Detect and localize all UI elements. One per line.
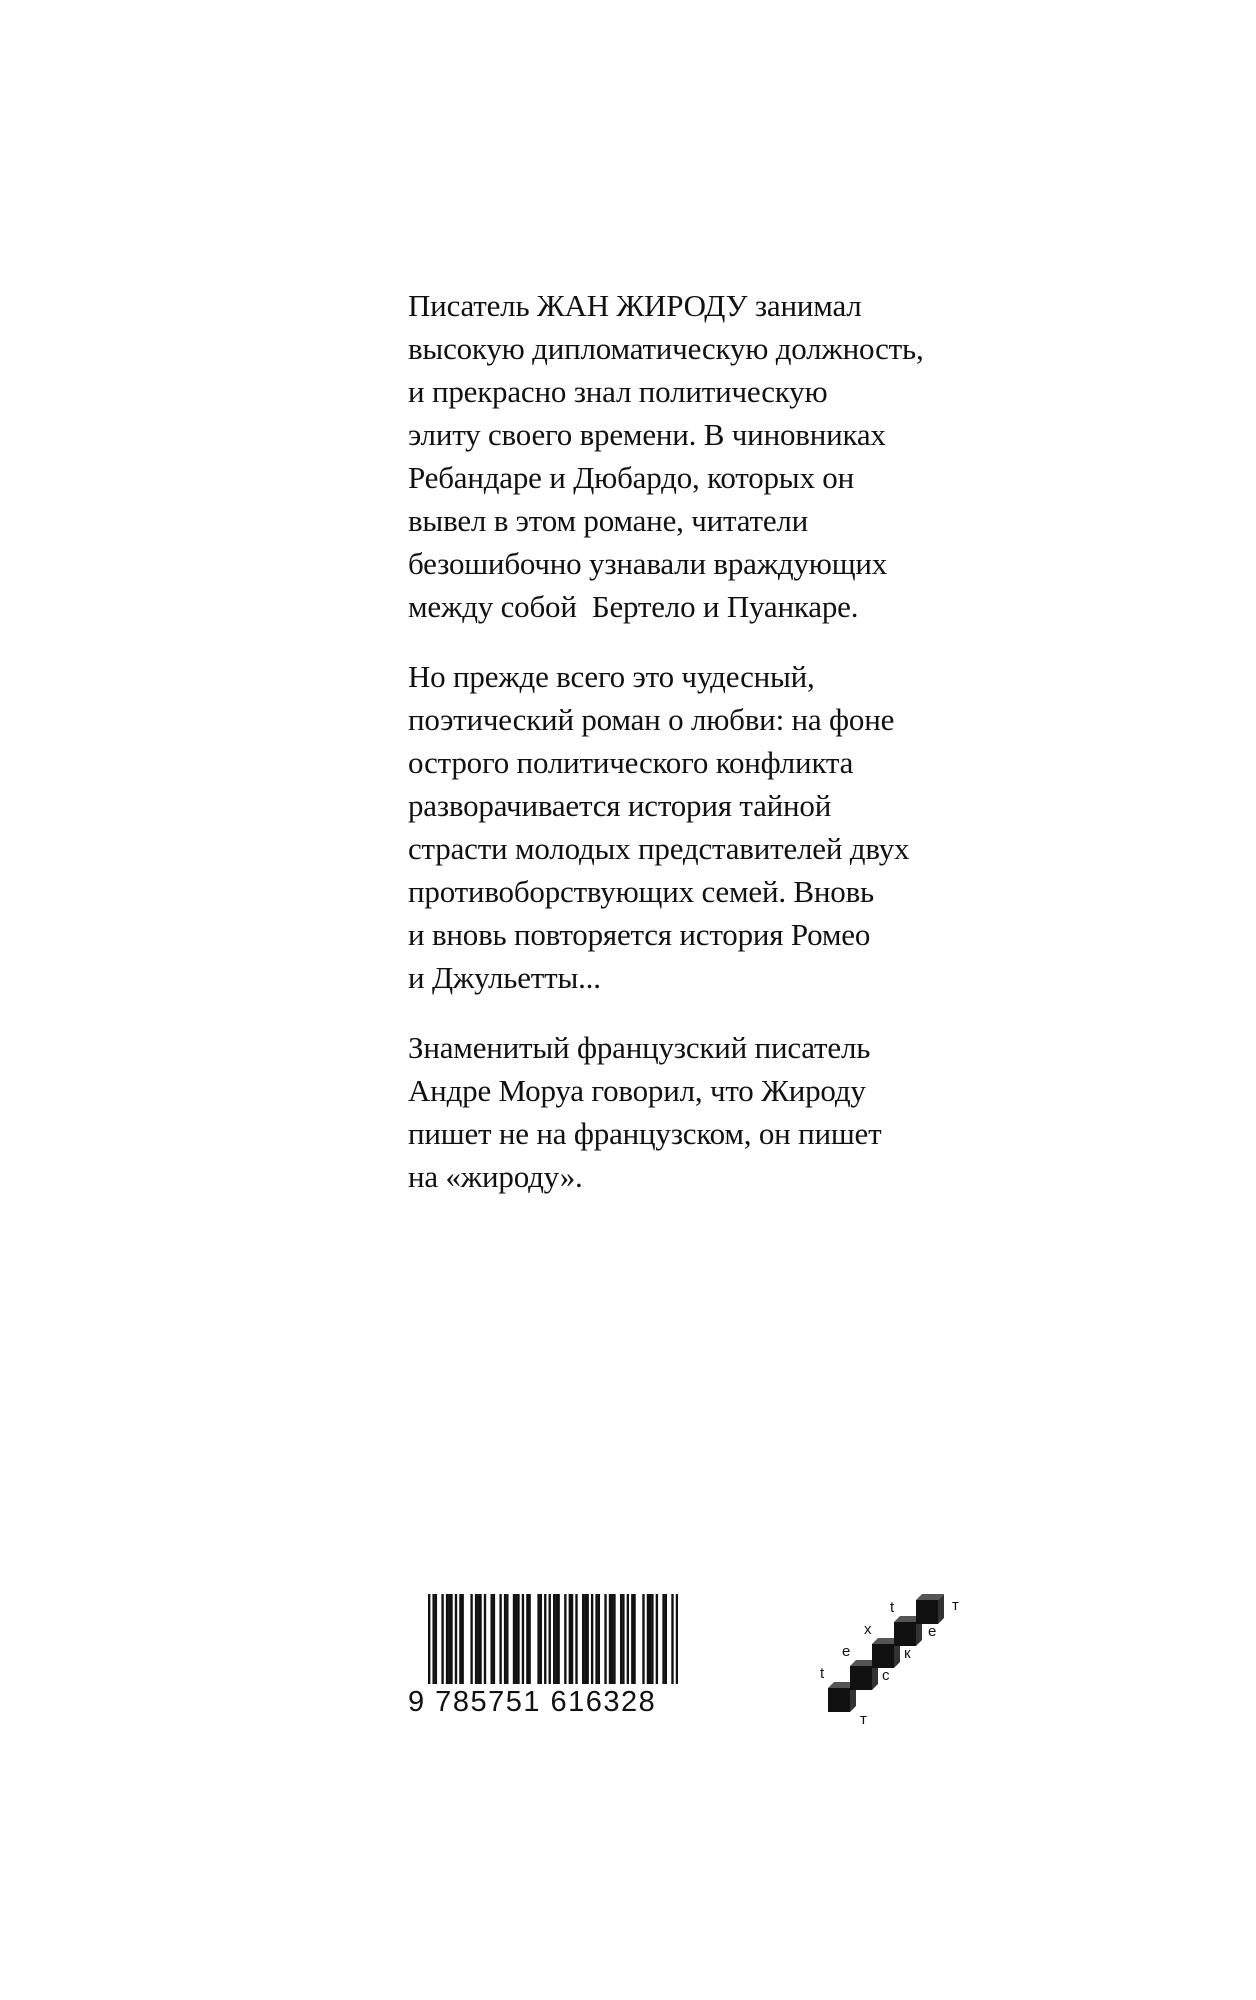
barcode-bar bbox=[656, 1594, 658, 1684]
logo-letter: с bbox=[882, 1667, 890, 1684]
barcode-bar bbox=[557, 1594, 559, 1684]
barcode-bar bbox=[515, 1594, 517, 1684]
text-line: элиту своего времени. В чиновниках bbox=[408, 417, 886, 452]
barcode-bar bbox=[517, 1594, 519, 1684]
text-line: вывел в этом романе, читатели bbox=[408, 503, 809, 538]
logo-letter: x bbox=[864, 1621, 872, 1638]
barcode-bar bbox=[526, 1594, 528, 1684]
barcode-bar bbox=[598, 1594, 600, 1684]
barcode-bar bbox=[479, 1594, 481, 1684]
text-line: и Джульетты... bbox=[408, 960, 601, 995]
barcode-bar bbox=[595, 1594, 597, 1684]
paragraph-3 bbox=[408, 1026, 968, 1198]
barcode-bar bbox=[428, 1594, 430, 1684]
barcode-bar bbox=[499, 1594, 501, 1684]
barcode-bar bbox=[553, 1594, 555, 1684]
text-line: между собой Бертело и Пуанкаре. bbox=[408, 589, 859, 624]
barcode-bar bbox=[459, 1594, 461, 1684]
barcode-bar bbox=[477, 1594, 479, 1684]
text-line: и вновь повторяется история Ромео bbox=[408, 917, 871, 952]
barcode-bar bbox=[450, 1594, 452, 1684]
barcode-bars-icon bbox=[428, 1594, 678, 1686]
text-line: пишет не на французском, он пишет bbox=[408, 1116, 882, 1151]
barcode-bar bbox=[537, 1594, 539, 1684]
barcode-bar bbox=[647, 1594, 649, 1684]
barcode-bar bbox=[491, 1594, 493, 1684]
text-line: Знаменитый французский писатель bbox=[408, 1030, 871, 1065]
barcode-bar bbox=[506, 1594, 508, 1684]
barcode-bar bbox=[613, 1594, 615, 1684]
barcode-bar bbox=[642, 1594, 644, 1684]
barcode-bar bbox=[435, 1594, 437, 1684]
text-line: на «жироду». bbox=[408, 1159, 583, 1194]
barcode-bar bbox=[662, 1594, 664, 1684]
barcode-bar bbox=[513, 1594, 515, 1684]
barcode-bar bbox=[620, 1594, 622, 1684]
barcode-bar bbox=[448, 1594, 450, 1684]
barcode-bar bbox=[627, 1594, 629, 1684]
barcode-bar bbox=[504, 1594, 506, 1684]
barcode-bar bbox=[584, 1594, 586, 1684]
barcode-bar bbox=[475, 1594, 477, 1684]
barcode-bar bbox=[582, 1594, 584, 1684]
barcode-bar bbox=[671, 1594, 673, 1684]
barcode-bar bbox=[575, 1594, 577, 1684]
isbn-barcode bbox=[408, 1594, 678, 1724]
barcode-bar bbox=[569, 1594, 571, 1684]
logo-letter: т bbox=[952, 1597, 959, 1614]
paragraph-2 bbox=[408, 655, 968, 999]
barcode-bar bbox=[622, 1594, 624, 1684]
barcode-bar bbox=[484, 1594, 486, 1684]
text-line: разворачивается история тайной bbox=[408, 788, 832, 823]
barcode-bar bbox=[665, 1594, 667, 1684]
barcode-bar bbox=[571, 1594, 573, 1684]
text-line: поэтический роман о любви: на фоне bbox=[408, 702, 895, 737]
barcode-bar bbox=[586, 1594, 588, 1684]
text-line: безошибочно узнавали враждующих bbox=[408, 546, 888, 581]
barcode-bar bbox=[633, 1594, 635, 1684]
logo-letter: е bbox=[928, 1623, 937, 1640]
barcode-bar bbox=[555, 1594, 557, 1684]
barcode-bar bbox=[446, 1594, 448, 1684]
barcode-bar bbox=[591, 1594, 593, 1684]
logo-letter: t bbox=[890, 1599, 895, 1616]
barcode-bar bbox=[528, 1594, 530, 1684]
logo-letter: t bbox=[820, 1665, 825, 1682]
annotation-text bbox=[408, 284, 968, 1225]
text-line: страсти молодых представителей двух bbox=[408, 831, 910, 866]
barcode-bar bbox=[649, 1594, 651, 1684]
barcode-bar bbox=[441, 1594, 443, 1684]
barcode-bar bbox=[522, 1594, 524, 1684]
barcode-bar bbox=[544, 1594, 546, 1684]
barcode-bar bbox=[651, 1594, 653, 1684]
barcode-bar bbox=[676, 1594, 678, 1684]
text-line: Ребандаре и Дюбардо, которых он bbox=[408, 460, 854, 495]
text-line: Андре Моруа говорил, что Жироду bbox=[408, 1073, 866, 1108]
paragraph-1 bbox=[408, 284, 968, 628]
barcode-bar bbox=[455, 1594, 457, 1684]
text-line: высокую дипломатическую должность, bbox=[408, 331, 924, 366]
text-line: противоборствующих семей. Вновь bbox=[408, 874, 874, 909]
staircase-logo-icon bbox=[810, 1570, 970, 1730]
text-line: и прекрасно знал политическую bbox=[408, 374, 828, 409]
barcode-bar bbox=[540, 1594, 542, 1684]
barcode-bar bbox=[611, 1594, 613, 1684]
text-line: острого политического конфликта bbox=[408, 745, 854, 780]
barcode-bar bbox=[609, 1594, 611, 1684]
text-line: Писатель ЖАН ЖИРОДУ занимал bbox=[408, 288, 862, 323]
logo-letter: e bbox=[842, 1643, 851, 1660]
barcode-bar bbox=[564, 1594, 566, 1684]
barcode-bar bbox=[604, 1594, 606, 1684]
barcode-bar bbox=[461, 1594, 463, 1684]
barcode-bar bbox=[493, 1594, 495, 1684]
barcode-bar bbox=[432, 1594, 434, 1684]
logo-letter: т bbox=[860, 1711, 867, 1728]
text-line: Но прежде всего это чудесный, bbox=[408, 659, 815, 694]
isbn-number: 9 785751 616328 bbox=[408, 1686, 657, 1718]
barcode-bar bbox=[470, 1594, 472, 1684]
barcode-bar bbox=[631, 1594, 633, 1684]
barcode-bar bbox=[549, 1594, 551, 1684]
logo-letter: к bbox=[904, 1645, 911, 1662]
